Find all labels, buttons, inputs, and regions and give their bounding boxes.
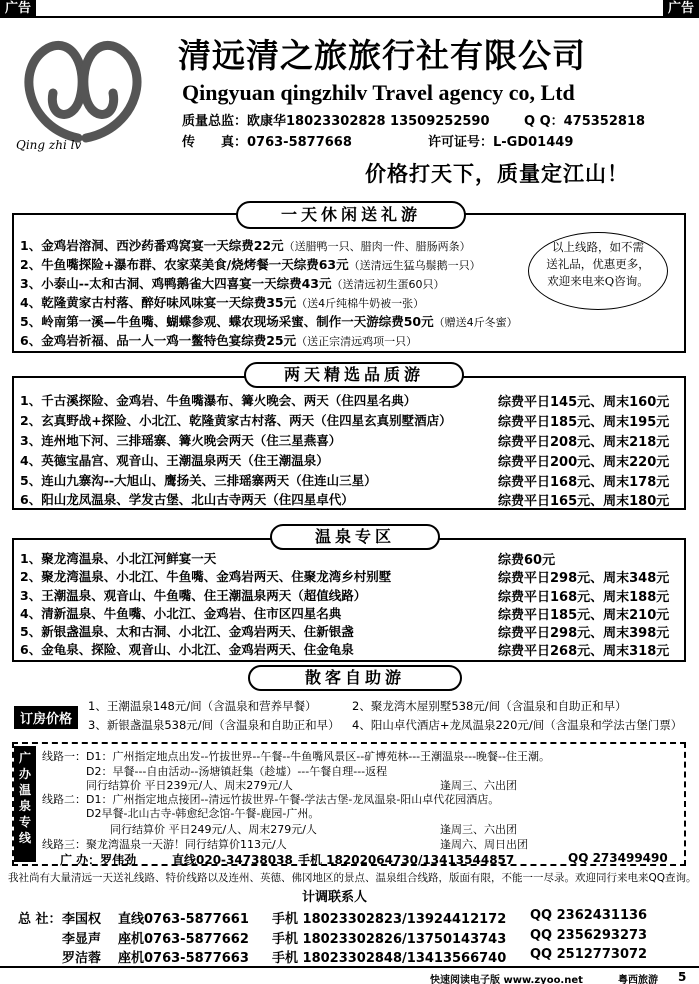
list-item: 4、乾隆黄家古村落、醉好味风味宴一天综费35元（送4斤纯棉牛奶被一张） [20, 295, 425, 310]
license-number: 许可证号：L-GD01449 [428, 135, 574, 150]
contact-line: 座机0763-5877663 [118, 951, 249, 966]
route-line: 线路三：聚龙湾温泉一天游！同行结算价113元/人 [42, 838, 287, 851]
list-item: 3、小泰山--太和古洞、鸡鸭鹅雀大四喜宴一天综费43元（送清远初生蛋60只） [20, 276, 445, 291]
self-help-title: 散客自助游 [248, 665, 462, 691]
list-item: 6、金鸡岩祈福、品一人一鸡一鳖特色宴综费25元（送正宗清远鸡项一只） [20, 333, 418, 348]
room-price-item: 2、聚龙湾木屋别墅538元/间（含温泉和自助正和早） [352, 699, 627, 713]
qq-number: Q Q：475352818 [524, 114, 646, 129]
footer-site: 快速阅读电子版 www.zyoo.net [430, 975, 583, 984]
list-item-price: 综费平日268元、周末318元 [498, 644, 670, 659]
two-day-title: 两天精选品质游 [244, 362, 464, 388]
company-name-cn: 清远清之旅旅行社有限公司 [178, 36, 586, 75]
list-item-price: 综费平日145元、周末160元 [498, 395, 670, 410]
contact-name: 李国权 [62, 912, 102, 927]
list-item: 2、牛鱼嘴探险+瀑布群、农家菜美食/烧烤餐一天综费63元（送清远生猛乌鬃鹅一只） [20, 257, 481, 272]
room-price-item: 4、阳山卓代酒店+龙凤温泉220元/间（含温泉和学法古堡门票） [352, 718, 683, 732]
route-price: 同行结算价 平日249元/人、周末279元/人 [110, 823, 317, 836]
list-item-price: 综费平日168元、周末178元 [498, 475, 670, 490]
list-item: 5、岭南第一溪—牛鱼嘴、蝴蝶参观、蝶农现场采蜜、制作一天游综费50元（赠送4斤冬蜜） [20, 314, 518, 329]
list-item-price: 综费平日165元、周末180元 [498, 494, 670, 509]
route-line: D2早餐-北山古寺-韩愈纪念馆-午餐-鹿园-广州。 [86, 807, 320, 820]
contact-qq: QQ 2356293273 [530, 928, 648, 943]
quality-director: 质量总监：欧康华18023302828 13509252590 [182, 114, 490, 129]
contact-name: 罗洁蓉 [62, 951, 102, 966]
route-schedule: 逢周三、六出团 [440, 823, 517, 836]
gz-contact-mobile: 手机 18202064730/13413544857 [298, 853, 515, 867]
contact-line: 座机0763-5877662 [118, 932, 249, 947]
contact-name: 李显声 [62, 932, 102, 947]
route-price: 同行结算价 平日239元/人、周末279元/人 [86, 779, 293, 792]
bottom-bar [0, 966, 699, 984]
route-schedule: 逢周六、周日出团 [440, 838, 528, 851]
list-item: 1、千古溪探险、金鸡岩、牛鱼嘴瀑布、篝火晚会、两天（住四星名典） [20, 393, 417, 408]
footer-brand: 粤西旅游 [618, 975, 658, 984]
list-item-price: 综费60元 [498, 553, 556, 568]
route-line: D2：早餐---自由活动--汤塘镇赶集（趁墟）---午餐自理---返程 [86, 765, 388, 778]
gz-contact-name: 广 办：罗伟劲 [60, 853, 137, 867]
list-item-price: 综费平日200元、周末220元 [498, 455, 670, 470]
list-item: 3、王潮温泉、观音山、牛鱼嘴、住王潮温泉两天（超值线路） [20, 588, 367, 603]
list-item: 5、连山九寨沟--大旭山、鹰扬关、三排瑶寨两天（住连山三星） [20, 473, 377, 488]
list-item-price: 综费平日185元、周末210元 [498, 608, 670, 623]
contact-qq: QQ 2512773072 [530, 947, 648, 962]
slogan: 价格打天下，质量定江山！ [365, 162, 629, 186]
fax-number: 传 真：0763-5877668 [182, 135, 352, 150]
ad-tag-right: 广告 [663, 0, 699, 17]
top-bar [0, 0, 699, 18]
list-item: 4、英德宝晶宫、观音山、王潮温泉两天（住王潮温泉） [20, 453, 329, 468]
list-item: 2、玄真野战+探险、小北江、乾隆黄家古村落、两天（住四星玄真别墅酒店） [20, 413, 452, 428]
list-item: 1、金鸡岩溶洞、西沙药番鸡窝宴一天综费22元（送腊鸭一只、腊肉一件、腊肠两条） [20, 238, 471, 253]
info-tip: 我社尚有大量清远一天送礼线路、特价线路以及连州、英德、佛冈地区的景点、温泉组合线路，版面有限，不能一一尽录。欢迎同行来电来QQ查询。 [8, 872, 697, 884]
list-item: 4、清新温泉、牛鱼嘴、小北江、金鸡岩、住市区四星名典 [20, 606, 342, 621]
company-name-en: Qingyuan qingzhilv Travel agency co, Ltd [182, 80, 575, 105]
logo-text: Qing zhi lv [16, 138, 82, 152]
contact-line: 直线0763-5877661 [118, 912, 249, 927]
list-item: 6、金龟泉、探险、观音山、小北江、金鸡岩两天、住金龟泉 [20, 642, 354, 657]
list-item: 6、阳山龙凤温泉、学发古堡、北山古寺两天（住四星卓代） [20, 492, 354, 507]
contact-qq: QQ 2362431136 [530, 908, 648, 923]
room-price-item: 3、新银盏温泉538元/间（含温泉和自助正和早） [88, 718, 340, 732]
list-item: 3、连州地下河、三排瑶寨、篝火晚会两天（住三星燕喜） [20, 433, 342, 448]
list-item: 2、聚龙湾温泉、小北江、牛鱼嘴、金鸡岩两天、住聚龙湾乡村别墅 [20, 569, 392, 584]
gz-contact-phone: 直线020-34738038 [172, 853, 293, 867]
ad-tag-left: 广告 [0, 0, 36, 17]
day-trip-title: 一天休闲送礼游 [236, 201, 466, 229]
list-item-price: 综费平日298元、周末348元 [498, 571, 670, 586]
list-item: 5、新银盏温泉、太和古洞、小北江、金鸡岩两天、住新银盏 [20, 624, 354, 639]
hot-spring-title: 温泉专区 [270, 524, 440, 550]
head-office-label: 总 社： [18, 912, 62, 927]
guangzhou-label: 广 办 温 泉 专 线 [14, 746, 36, 862]
list-item-price: 综费平日298元、周末398元 [498, 626, 670, 641]
route-line: 线路一：D1：广州指定地点出发--竹拔世界--午餐--牛鱼嘴风景区--矿博苑林---王潮温泉---晚餐--住王潮。 [42, 750, 550, 763]
contacts-title: 计调联系人 [302, 890, 368, 905]
list-item-price: 综费平日208元、周末218元 [498, 435, 670, 450]
promo-bubble: 以上线路，如不需 送礼品，优惠更多， 欢迎来电来Q咨询。 [528, 232, 668, 310]
contact-mobile: 手机 18023302823/13924412172 [272, 912, 507, 927]
room-price-label: 订房价格 [14, 706, 78, 729]
room-price-item: 1、王潮温泉148元/间（含温泉和营养早餐） [88, 699, 317, 713]
list-item-price: 综费平日185元、周末195元 [498, 415, 670, 430]
page-number: 5 [678, 970, 687, 984]
list-item-price: 综费平日168元、周末188元 [498, 590, 670, 605]
route-line: 线路二：D1：广州指定地点接团--清远竹拔世界-午餐-学法古堡-龙凤温泉-阳山卓代花园酒店。 [42, 793, 500, 806]
contact-mobile: 手机 18023302848/13413566740 [272, 951, 507, 966]
gz-contact-qq: QQ 273499490 [568, 851, 668, 865]
contact-mobile: 手机 18023302826/13750143743 [272, 932, 507, 947]
route-schedule: 逢周三、六出团 [440, 779, 517, 792]
company-logo [8, 28, 158, 156]
list-item: 1、聚龙湾温泉、小北江河鲜宴一天 [20, 551, 217, 566]
